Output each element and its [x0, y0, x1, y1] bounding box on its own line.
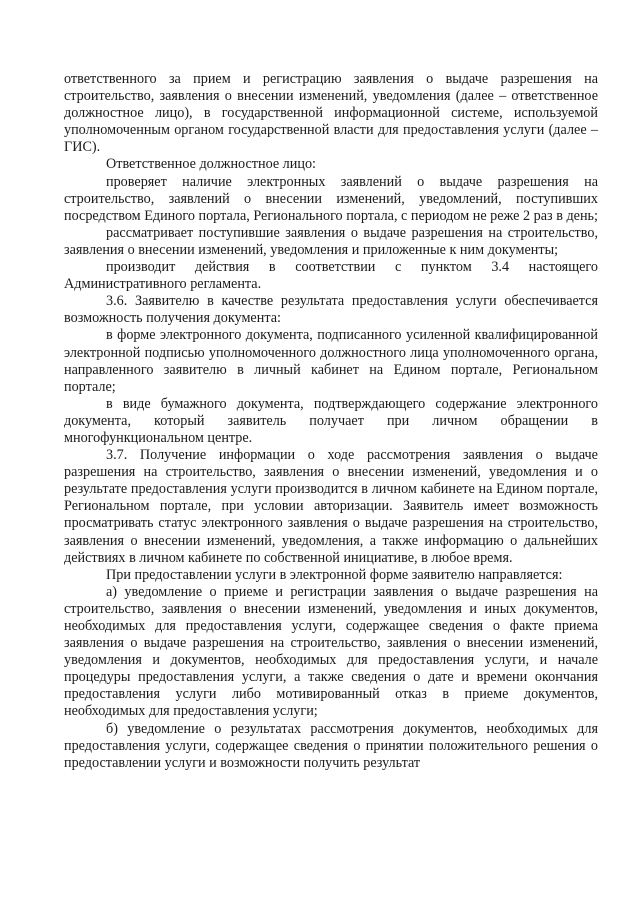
paragraph-responsible-officer-intro: ответственного за прием и регистрацию заявления о выдаче разрешения на строительство, заявления о внесении изменений, уведомления (далее – ответственное должностное лицо), в государственной информационной системе, используемой уполномоченным органом государственной власти для предоставления услуги (далее – ГИС). — [64, 71, 598, 156]
paragraph-section-3-6: 3.6. Заявителю в качестве результата предоставления услуги обеспечивается возможность получения документа: — [64, 293, 598, 327]
document-body — [64, 71, 598, 772]
paragraph-section-3-7: 3.7. Получение информации о ходе рассмотрения заявления о выдаче разрешения на строительство, заявления о внесении изменений, уведомления и о результате предоставления услуги производится в личном кабинете на Едином портале, Региональном портале, при условии авторизации. Заявитель имеет возможность просматривать статус электронного заявления о выдаче разрешения на строительство, заявления о внесении изменений, уведомления, а также информацию о дальнейших действиях в личном кабинете по собственной инициативе, в любое время. — [64, 447, 598, 566]
paragraph-electronic-document: в форме электронного документа, подписанного усиленной квалифицированной электронной подписью уполномоченного должностного лица уполномоченного органа, направленного заявителю в личный кабинет на Едином портале, Региональном портале; — [64, 327, 598, 395]
paragraph-reviews-applications: рассматривает поступившие заявления о выдаче разрешения на строительство, заявления о внесении изменений, уведомления и приложенные к ним документы; — [64, 224, 598, 258]
paragraph-electronic-form-notice: При предоставлении услуги в электронной форме заявителю направляется: — [106, 566, 563, 583]
paragraph-performs-actions: производит действия в соответствии с пунктом 3.4 настоящего Административного регламента. — [64, 259, 598, 293]
paragraph-item-a: а) уведомление о приеме и регистрации заявления о выдаче разрешения на строительство, заявления о внесении изменений, уведомления и иных документов, необходимых для предоставления услуги, содержащее сведения о факте приема заявления о выдаче разрешения на строительство, заявления о внесении изменений, уведомления и документов, необходимых для предоставления услуги, и начале процедуры предоставления услуги, а также сведения о дате и времени окончания предоставления услуги либо мотивированный отказ в приеме документов, необходимых для предоставления услуги; — [64, 583, 598, 720]
paragraph-checks-applications: проверяет наличие электронных заявлений о выдаче разрешения на строительство, заявлений о внесении изменений, уведомлений, поступивших посредством Единого портала, Регионального портала, с периодом не реже 2 раз в день; — [64, 173, 598, 224]
paragraph-paper-document: в виде бумажного документа, подтверждающего содержание электронного документа, который заявитель получает при личном обращении в многофункциональном центре. — [64, 395, 598, 446]
paragraph-item-b: б) уведомление о результатах рассмотрения документов, необходимых для предоставления услуги, содержащее сведения о принятии положительного решения о предоставлении услуги и возможности получить результат — [64, 720, 598, 771]
paragraph-responsible-officer-heading: Ответственное должностное лицо: — [106, 156, 316, 173]
